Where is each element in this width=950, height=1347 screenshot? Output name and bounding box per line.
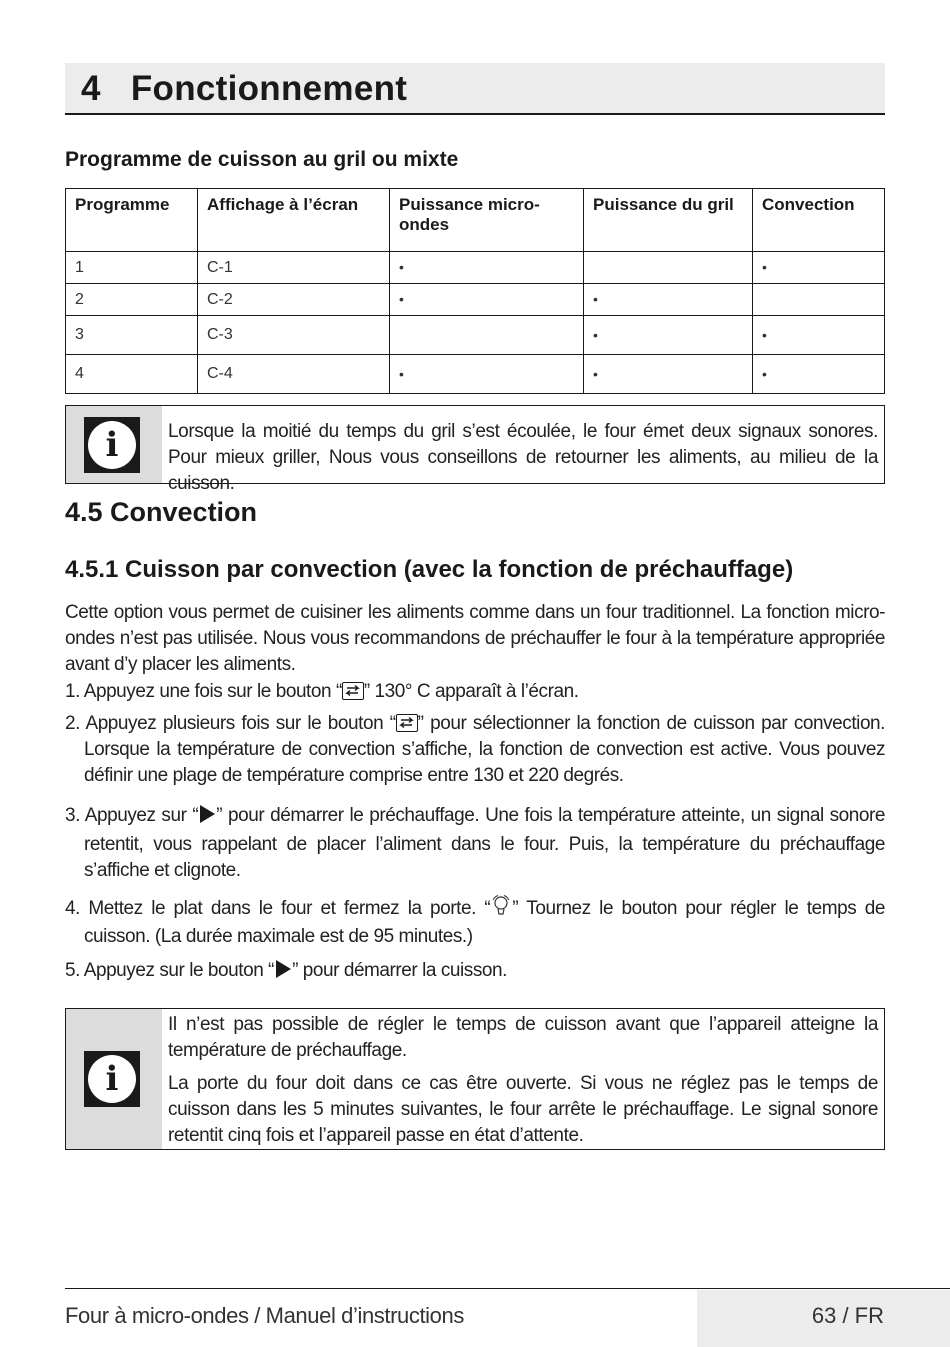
- table-header-row: [66, 189, 885, 252]
- table-header-cell: Affichage à l’écran: [198, 189, 390, 252]
- chapter-title: 4 Fonctionnement: [81, 69, 408, 108]
- table-cell: •: [390, 252, 584, 284]
- convection-intro: Cette option vous permet de cuisiner les aliments comme dans un four traditionnel. La fonction micro-ondes n’est pas utilisée. Nous vous recommandons de préchauffer le four à la température appropriée avant d’y placer les aliments.: [65, 602, 885, 675]
- chapter-header: [65, 63, 885, 115]
- page-number: 63 / FR: [811, 1303, 884, 1328]
- table-cell: •: [584, 355, 753, 394]
- table-row: [66, 284, 885, 316]
- table-cell: •: [584, 316, 753, 355]
- step-3: [65, 803, 885, 884]
- info-note-text: Il n’est pas possible de régler le temps de cuisson avant que l’appareil atteigne la température de préchauffage.: [168, 1014, 878, 1061]
- table-header-cell: Puissance du gril: [584, 189, 753, 252]
- table-cell: •: [753, 316, 885, 355]
- step-2: [65, 711, 885, 789]
- table-cell: 4: [66, 355, 198, 394]
- table-cell: C-3: [198, 316, 390, 355]
- step-4: [65, 894, 885, 950]
- table-header-cell: Convection: [753, 189, 885, 252]
- table-cell: •: [390, 355, 584, 394]
- step-1: [65, 679, 885, 705]
- table-header-cell: Programme: [66, 189, 198, 252]
- grill-section-heading: Programme de cuisson au gril ou mixte: [65, 148, 459, 171]
- info-icon: i: [84, 417, 140, 473]
- table-cell: [390, 316, 584, 355]
- table-cell: C-2: [198, 284, 390, 316]
- table-cell: 2: [66, 284, 198, 316]
- table-cell: [584, 252, 753, 284]
- step-text-pre: 4. Mettez le plat dans le four et fermez la porte. “: [65, 898, 491, 919]
- convection-mode-icon: [396, 714, 418, 732]
- convection-heading: 4.5 Convection: [65, 497, 258, 527]
- step-text-post: ” pour sélectionner la fonction de cuisson par convection. Lorsque la température de convection s’affiche, la fonction de convection est active. Vous pouvez définir une plage de température comprise entre 130 et 220 degrés.: [84, 713, 886, 786]
- convection-mode-icon: [342, 682, 364, 700]
- info-note-text: Lorsque la moitié du temps du gril s’est écoulée, le four émet deux signaux sonores. Pour mieux griller, Nous vous conseillons de retourner les aliments, au milieu de la cuisson.: [168, 421, 878, 494]
- table-row: [66, 252, 885, 284]
- table-row: [66, 355, 885, 394]
- step-text-post: ” Tournez le bouton pour régler le temps de cuisson. (La durée maximale est de 95 minutes.): [84, 898, 885, 947]
- footer-divider: [65, 1288, 950, 1289]
- step-text-pre: 5. Appuyez sur le bouton “: [65, 960, 275, 981]
- table-cell: •: [390, 284, 584, 316]
- table-cell: 1: [66, 252, 198, 284]
- info-sidebar: [66, 1009, 162, 1149]
- step-text-pre: 3. Appuyez sur “: [65, 805, 199, 826]
- table-cell: •: [753, 252, 885, 284]
- info-sidebar: [66, 406, 162, 483]
- step-text-pre: 1. Appuyez une fois sur le bouton “: [65, 681, 342, 702]
- rotary-knob-icon: [490, 894, 512, 924]
- step-text-post: ” pour démarrer la cuisson.: [292, 960, 507, 981]
- table-cell: C-4: [198, 355, 390, 394]
- table-cell: 3: [66, 316, 198, 355]
- table-row: [66, 316, 885, 355]
- info-note-text: La porte du four doit dans ce cas être ouverte. Si vous ne réglez pas le temps de cuisson dans les 5 minutes suivantes, le four arrête le préchauffage. Le signal sonore retentit cinq fois et l’appareil passe en état d’attente.: [168, 1073, 878, 1146]
- program-table: [65, 188, 885, 394]
- step-text-post: ” 130° C apparaît à l’écran.: [363, 681, 579, 702]
- play-icon: [274, 959, 292, 987]
- info-note-convection: [65, 1008, 885, 1150]
- info-note-grill: [65, 405, 885, 494]
- footer-title: Four à micro-ondes / Manuel d’instructions: [65, 1303, 464, 1328]
- table-cell: [753, 284, 885, 316]
- step-text-pre: 2. Appuyez plusieurs fois sur le bouton “: [65, 713, 396, 734]
- info-icon: i: [84, 1051, 140, 1107]
- table-cell: •: [584, 284, 753, 316]
- step-text-post: ” pour démarrer le préchauffage. Une fois la température atteinte, un signal sonore retentit, vous rappelant de placer l’aliment dans le four. Puis, la température du préchauffage s’affiche et clignote.: [84, 805, 885, 881]
- table-cell: •: [753, 355, 885, 394]
- convection-subheading: 4.5.1 Cuisson par convection (avec la fonction de préchauffage): [65, 556, 794, 583]
- table-header-cell: Puissance micro-ondes: [390, 189, 584, 252]
- play-icon: [198, 804, 216, 832]
- table-cell: C-1: [198, 252, 390, 284]
- step-5: [65, 958, 885, 987]
